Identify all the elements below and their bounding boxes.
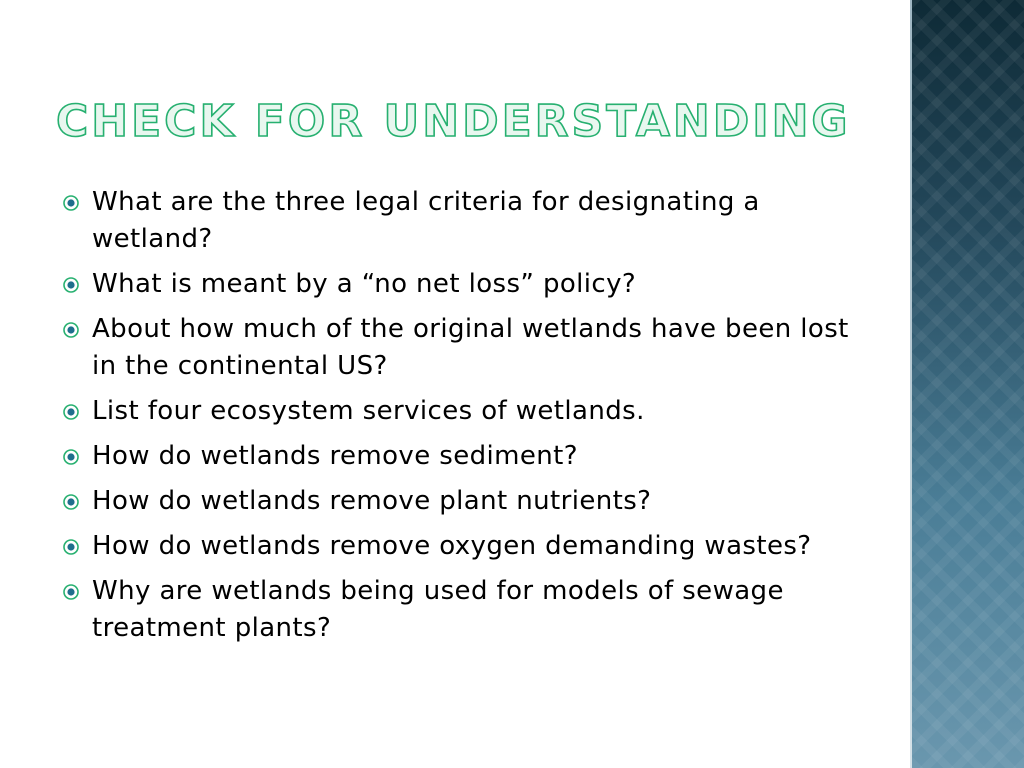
list-item	[62, 573, 852, 647]
bullet-text: How do wetlands remove sediment?	[92, 441, 578, 471]
slide-title: CHECK FOR UNDERSTANDING	[56, 96, 851, 147]
radio-circle-dot-icon	[62, 438, 92, 475]
bullet-text: List four ecosystem services of wetlands.	[92, 396, 645, 426]
list-item	[62, 528, 852, 565]
list-item	[62, 438, 852, 475]
radio-circle-dot-icon	[62, 311, 92, 348]
list-item	[62, 266, 852, 303]
list-item	[62, 184, 852, 258]
radio-circle-dot-icon	[62, 528, 92, 565]
bullet-text: Why are wetlands being used for models of sewage treatment plants?	[92, 576, 784, 643]
bullet-text: How do wetlands remove plant nutrients?	[92, 486, 652, 516]
radio-circle-dot-icon	[62, 483, 92, 520]
bullet-text: About how much of the original wetlands have been lost in the continental US?	[92, 314, 849, 381]
bullet-text: What is meant by a “no net loss” policy?	[92, 269, 637, 299]
list-item	[62, 311, 852, 385]
list-item	[62, 393, 852, 430]
radio-circle-dot-icon	[62, 266, 92, 303]
radio-circle-dot-icon	[62, 393, 92, 430]
bullet-text: What are the three legal criteria for designating a wetland?	[92, 187, 760, 254]
list-item	[62, 483, 852, 520]
decorative-side-panel	[912, 0, 1024, 768]
bullet-text: How do wetlands remove oxygen demanding wastes?	[92, 531, 812, 561]
radio-circle-dot-icon	[62, 184, 92, 221]
bullet-list	[62, 184, 852, 655]
radio-circle-dot-icon	[62, 573, 92, 610]
